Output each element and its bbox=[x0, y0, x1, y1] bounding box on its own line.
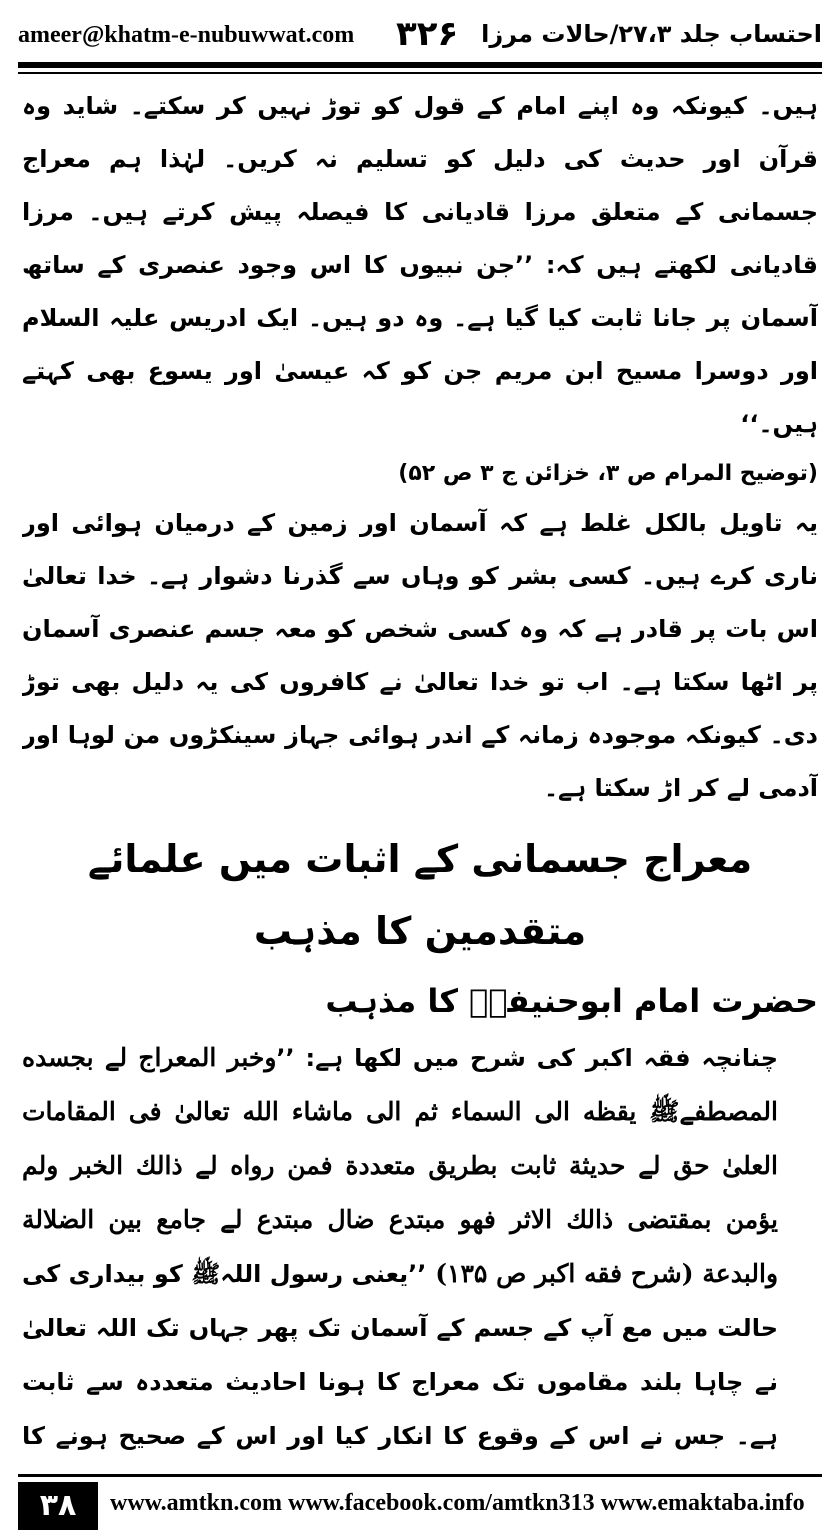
footer-links: www.amtkn.com www.facebook.com/amtkn313 www.emaktaba.info bbox=[110, 1490, 805, 1516]
translation-fiqh-akbar: ’’یعنی رسول اللہﷺ کو بیداری کی حالت میں مع آپ کے جسم کے آسمان تک پھر جہاں تک اللہ تعالیٰ نے چاہا بلند مقاموں تک معراج کا ہونا احادیث متعددہ سے ثابت ہے۔ جس نے اس کے وقوع کا انکار کیا اور اس کے صحیح ہونے کا bbox=[22, 1260, 778, 1450]
header-email: ameer@khatm-e-nubuwwat.com bbox=[18, 22, 355, 48]
footer-page-number: ۳۸ bbox=[18, 1482, 98, 1530]
page-body bbox=[22, 80, 818, 1462]
header-rule-thick bbox=[18, 62, 822, 68]
paragraph-refutation: یہ تاویل بالکل غلط ہے کہ آسمان اور زمین کے درمیان ہوائی اور ناری کرے ہیں۔ کسی بشر کو وہاں سے گذرنا دشوار ہے۔ خدا تعالیٰ اس بات پر قادر ہے کہ وہ کسی شخص کو معہ جسم عنصری آسمان پر اٹھا سکتا ہے۔ اب تو خدا تعالیٰ نے کافروں کی یہ دلیل بھی توڑ دی۔ کیونکہ موجودہ زمانہ کے اندر ہوائی جہاز سینکڑوں من لوہا اور آدمی لے کر اڑ سکتا ہے۔ bbox=[22, 509, 818, 802]
reference-tozih-ul-maram: (توضیح المرام ص ۳، خزائن ج ۳ ص ۵۲) bbox=[398, 461, 818, 486]
paragraph-mirza-quote: ہیں۔ کیونکہ وہ اپنے امام کے قول کو توڑ نہیں کر سکتے۔ شاید وہ قرآن اور حدیث کی دلیل کو تسلیم نہ کریں۔ لہٰذا ہم معراج جسمانی کے متعلق مرزا قادیانی کا فیصلہ پیش کرتے ہیں۔ مرزا قادیانی لکھتے ہیں کہ: ’’جن نبیوں کا اس وجود عنصری کے ساتھ آسمان پر جانا ثابت کیا گیا ہے۔ وہ دو ہیں۔ ایک ادریس علیہ السلام اور دوسرا مسیح ابن مریم جن کو کہ عیسیٰ اور یسوع بھی کہتے ہیں۔‘‘ bbox=[22, 92, 818, 438]
header-page-number: ۳۲۶ bbox=[396, 14, 459, 54]
arabic-quote-fiqh-akbar: وخبر المعراج لے بجسده المصطفےﷺ یقظه الی السماء ثم الی ماشاء الله تعالیٰ فی المقامات العلیٰ حق لے حدیثة ثابت بطریق متعددة فمن رواه لے ذالك الخبر ولم یؤمن بمقتضی ذالك الاثر فهو مبتدع ضال مبتدع لے جامع بین الضلالة والبدعة bbox=[22, 1043, 779, 1288]
reference-sharh-fiqh-akbar: (شرح فقه اکبر ص ۱۳۵) bbox=[435, 1259, 694, 1288]
header-rule-thin bbox=[18, 72, 822, 74]
page-header bbox=[18, 14, 822, 58]
subheading-abu-hanifa: حضرت امام ابوحنیفہؒ کا مذہب bbox=[325, 982, 818, 1020]
page-footer bbox=[18, 1482, 822, 1530]
section-heading-main: معراج جسمانی کے اثبات میں علمائے متقدمین کا مذہب bbox=[87, 837, 753, 953]
intro-fiqh-akbar: چنانچہ فقہ اکبر کی شرح میں لکھا ہے: ’’ bbox=[276, 1044, 778, 1072]
header-title: احتساب جلد ۲۷،۳/حالات مرزا bbox=[481, 20, 822, 48]
paragraph-fiqh-akbar bbox=[22, 1031, 818, 1462]
footer-rule bbox=[18, 1474, 822, 1477]
